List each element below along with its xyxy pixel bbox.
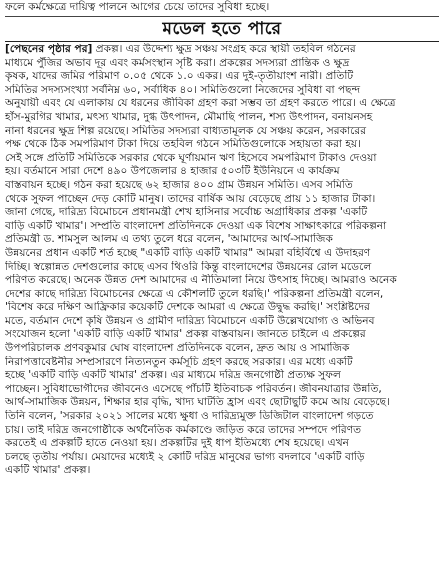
article-line-text: প্রকল্প। এর উদ্দেশ্য ক্ষুদ্র সঞ্চয় সংগ্রহ করে স্থায়ী তহবিল গঠনের <box>92 43 356 55</box>
article-line <box>5 97 439 111</box>
article-line <box>5 70 439 84</box>
article-line <box>5 342 439 356</box>
article-line <box>5 437 439 451</box>
article-line <box>5 193 439 207</box>
article-line-text: উপপরিচালক প্রণবকুমার ঘোষ বাংলাদেশ প্রতিদিনকে বলেন, দ্রুত আয় ও সামাজিক <box>5 342 350 355</box>
article-line-text: সেই সঙ্গে প্রতিটি সমিতিকে সরকার থেকে ঘূর্ণায়মান ঋণ হিসেবে সমপরিমাণ টাকাও দেওয়া <box>5 151 377 164</box>
article-line <box>5 328 439 342</box>
article-headline: মডেল হতে পারে <box>162 19 282 39</box>
article-line <box>5 57 439 71</box>
article-line-text: 'বিশেষ করে দক্ষিণ আফ্রিকার কয়েকটি দেশকে আমরা এ ক্ষেত্রে উদ্বুদ্ধ করছি।' সংশ্লিষ্টদের <box>5 301 370 314</box>
article-line <box>5 274 439 288</box>
article-line <box>5 424 439 438</box>
article-line-text: চলছে তৃতীয় পর্যায়। মেয়াদের মধ্যেই ২ কোটি দরিদ্র মানুষের ভাগ্য বদলাবে 'একটি বাড়ি <box>5 450 365 463</box>
article-line-text: দিচ্ছি। স্বল্পোন্নত দেশগুলোর কাছে এসব থিওরি কিন্তু বাংলাদেশের উন্নয়নের রোল মডেলে <box>5 260 372 273</box>
article-line-text: একটি খামার' প্রকল্প। <box>5 464 91 477</box>
article-line <box>5 138 439 152</box>
article-line <box>5 301 439 315</box>
article-line-text: নিরাপত্তাবেষ্টনীর সম্প্রসারণে নিত্যনতুন কর্মসূচি গ্রহণ করছে সরকার। এর মধ্যে একটি <box>5 355 353 368</box>
article-line-text: বাড়ি একটি খামার'। সম্প্রতি বাংলাদেশ প্রতিদিনকে দেওয়া এক বিশেষ সাক্ষাৎকারে পরিকল্পনা <box>5 219 387 232</box>
article-line-text: নানা ধরনের ক্ষুদ্র শিল্প রয়েছে। সমিতির সদস্যরা বাধ্যতামূলক যে সঞ্চয় করেন, সরকারের <box>5 124 367 137</box>
article-line-text: হয়। বর্তমানে সারা দেশে ৪৯০ উপজেলার ৪ হাজার ৫০৩টি ইউনিয়নে এ কার্যক্রম <box>5 165 340 178</box>
article-line-text: বাস্তবায়ন হচ্ছে। গঠন করা হয়েছে ৬২ হাজার ৪০০ গ্রাম উন্নয়ন সমিতি। এসব সমিতি <box>5 178 353 191</box>
article-line <box>5 315 439 329</box>
article-line <box>5 464 439 478</box>
article-line-text: পরিণত করেছে। অনেক উন্নত দেশ আমাদের এ নীতিমালা নিয়ে উৎসাহ দিচ্ছে। আমরাও অনেক <box>5 274 397 287</box>
article-line <box>5 369 439 383</box>
article-line <box>5 152 439 166</box>
article-line-text: তিনি বলেন, 'সরকার ২০২১ সালের মধ্যে ক্ষুধা ও দারিদ্র্যমুক্ত ডিজিটাল বাংলাদেশ গড়তে <box>5 410 374 423</box>
article-line <box>5 165 439 179</box>
article-line <box>5 451 439 465</box>
article-line-text: হাঁস-মুরগির খামার, মৎস্য খামার, দুগ্ধ উৎপাদন, মৌমাছি পালন, শস্য উৎপাদন, বনায়নসহ <box>5 110 373 123</box>
article-line <box>5 179 439 193</box>
article-line-text: দেশের কাছে দারিদ্র্য বিমোচনের ক্ষেত্রে এ কৌশলটি তুলে ধরছি।' পরিকল্পনা প্রতিমন্ত্রী বলেন, <box>5 287 384 300</box>
article-line-text: উন্নয়নের প্রধান একটি শর্ত হচ্ছে "একটি বাড়ি একটি খামার" আমরা বহির্বিশ্বে এ উদাহরণ <box>5 246 371 259</box>
article-line-text: করতেই এ প্রকল্পটি হাতে নেওয়া হয়। প্রকল্পটির দুই ধাপ ইতিমধ্যে শেষ হয়েছে। এখন <box>5 437 349 450</box>
article-line-text: আর্থ-সামাজিক উন্নয়ন, শিক্ষার হার বৃদ্ধি, খাদ্য ঘাটতি হ্রাস এবং ছোটাছুটি কমে আয় বেড়েছে। <box>5 396 390 409</box>
previous-article-last-line: ফলে কর্মক্ষেত্রে দায়িত্ব পালনে আগের চেয়ে তাদের সুবিধা হচ্ছে। <box>5 1 270 13</box>
article-body <box>5 43 439 478</box>
article-line-text: অনুযায়ী এবং যে এলাকায় যে ধরনের জীবিকা গ্রহণ করা সম্ভব তা গ্রহণ করতে পারে। এ ক্ষেত্রে <box>5 97 396 110</box>
article-line <box>5 43 439 57</box>
article-line <box>5 410 439 424</box>
article-line <box>5 261 439 275</box>
continued-from-tag: [পেছনের পৃষ্ঠার পর] <box>5 43 93 55</box>
article-line <box>5 125 439 139</box>
article-line-text: হচ্ছে 'একটি বাড়ি একটি খামার' প্রকল্প। এর মাধ্যমে দরিদ্র জনগোষ্ঠী প্রত্যক্ষ সুফল <box>5 369 341 382</box>
article-line <box>5 383 439 397</box>
article-line-text: প্রতিমন্ত্রী ড. শামসুল আলম এ তথ্য তুলে ধরে বলেন, 'আমাদের আর্থ-সামাজিক <box>5 233 333 246</box>
article-line <box>5 84 439 98</box>
article-line-text: সমিতির সদস্যসংখ্যা সর্বনিম্ন ৬০, সর্বাধিক ৪০। সমিতিগুলো নিজেদের সুবিধা বা পছন্দ <box>5 83 361 96</box>
article-line-text: সংযোজন হলো 'একটি বাড়ি একটি খামার' প্রকল্প বাস্তবায়ন। জানতে চাইলে এ প্রকল্পের <box>5 328 366 341</box>
article-line <box>5 356 439 370</box>
article-line-text: মাধ্যমে পুঁজির অভাব দূর এবং কর্মসংস্থান সৃষ্টি করা। প্রকল্পের সদস্যরা প্রান্তিক ও ক্ষুদ্র <box>5 56 350 69</box>
article-line <box>5 220 439 234</box>
article-line-text: মতে, বর্তমান দেশে কৃষি উন্নয়ন ও গ্রামীণ দারিদ্র্য বিমোচনে একটি উল্লেখযোগ্য ও অভিনব <box>5 314 375 327</box>
article-line <box>5 247 439 261</box>
article-line <box>5 206 439 220</box>
article-line-text: কৃষক, যাদের জমির পরিমাণ ০.০৫ থেকে ১.০ একর। এর দুই-তৃতীয়াংশ নারী। প্রতিটি <box>5 70 354 83</box>
section-divider <box>5 16 439 17</box>
article-line <box>5 233 439 247</box>
article-line-text: পাচ্ছেন। সুবিধাভোগীদের জীবনেও এসেছে পাঁচটি ইতিবাচক পরিবর্তন। জীবনযাত্রার উন্নতি, <box>5 382 382 395</box>
article-line-text: জানা গেছে, দারিদ্র্য বিমোচনে প্রধানমন্ত্রী শেখ হাসিনার সর্বোচ্চ অগ্রাধিকার প্রকল্প 'একটি <box>5 206 368 219</box>
article-line-text: চায়। তাই দরিদ্র জনগোষ্ঠীকে অর্থনৈতিক কর্মকাণ্ডে জড়িত করে তাদের সম্পদে পরিণত <box>5 423 362 436</box>
article-line <box>5 396 439 410</box>
headline-divider <box>5 41 439 42</box>
article-line <box>5 288 439 302</box>
article-line <box>5 111 439 125</box>
article-line-text: থেকে সুফল পাচ্ছেন দেড় কোটি মানুষ। তাদের বার্ষিক আয় বেড়েছে প্রায় ১১ হাজার টাকা। <box>5 192 376 205</box>
article-line-text: পক্ষ থেকে ঠিক সমপরিমাণ টাকা দিয়ে তহবিল গঠনে সমিতিগুলোকে সহায়তা করা হয়। <box>5 138 361 151</box>
